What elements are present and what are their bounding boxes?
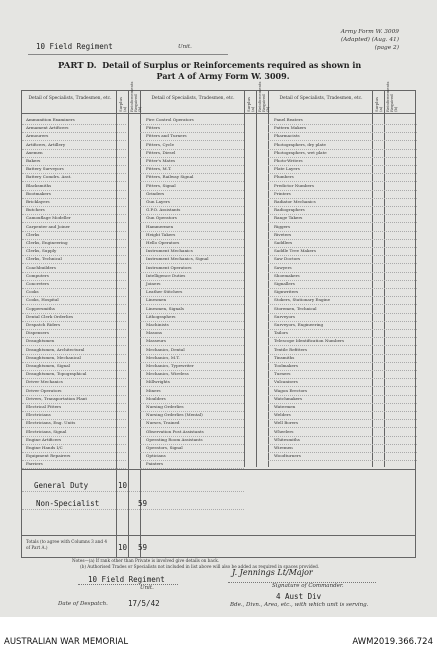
note-a: Notes—(a) If rank other than Private is involved give details on back. xyxy=(72,558,220,563)
row-rule xyxy=(268,329,417,330)
table-row-col3: Textile Refitters xyxy=(274,346,308,352)
table-row-col2: Gun Operators xyxy=(146,215,177,221)
table-row-col1: Engine Hands I/C xyxy=(26,445,63,450)
table-row-col3: Watchmakers xyxy=(274,395,303,401)
col-divider xyxy=(116,91,117,557)
archive-reference: AWM2019.366.724 xyxy=(352,637,433,647)
surplus-header-1: Surplus (a) xyxy=(118,97,127,112)
table-row-col3: Tailors xyxy=(274,330,288,336)
specialists-table xyxy=(21,81,416,558)
table-row-col3: Printers xyxy=(274,190,291,196)
table-row-col3: Saddlers xyxy=(274,240,293,245)
table-row-col2: Fitters, M.T. xyxy=(146,166,172,172)
table-row-col2: Fitters, Diesel xyxy=(146,149,176,155)
form-reference xyxy=(341,28,399,52)
table-row-col3: Riveters xyxy=(274,231,292,237)
table-row-col2: Linesmen xyxy=(146,297,167,303)
table-row-col1: Drivers, Transportation Plant xyxy=(26,395,88,401)
col-divider xyxy=(256,91,257,467)
despatch-date: 17/5/42 xyxy=(128,599,160,608)
table-row-col3: Pattern Makers xyxy=(274,125,307,131)
totals-surplus: 10 xyxy=(118,543,128,552)
table-row-col1: Electricians xyxy=(26,412,51,418)
table-row-col3: Shoemakers xyxy=(274,272,300,278)
table-row-col3: Radiographers xyxy=(274,207,305,213)
table-row-col1: Clerks, Engineering xyxy=(26,240,68,245)
table-row-col2: Fitters xyxy=(146,125,160,131)
title-line2: Part A of Army Form W. 3009. xyxy=(156,71,290,81)
table-row-col2: Machinists xyxy=(146,322,169,327)
footer-unit-label: Unit. xyxy=(140,585,154,591)
table-row-col1: Bakers xyxy=(26,158,41,163)
footer-unit-value: 10 Field Regiment xyxy=(88,575,165,584)
row-rule xyxy=(22,491,244,492)
form-ref-line1: Army Form W. 3009 xyxy=(340,29,399,35)
table-row-col2: Mechanics, M.T. xyxy=(146,354,180,360)
table-row-col3: Photographers, wet plate xyxy=(274,149,327,155)
signature-label: Signature of Commander. xyxy=(272,583,344,589)
table-row-col3: Sawyers xyxy=(274,264,292,270)
table-row-col3: Surveyors xyxy=(274,313,295,319)
table-row-col1: Bootmakers xyxy=(26,190,51,196)
table-row-col3: Tinsmiths xyxy=(274,354,295,360)
table-row-col3: Photo-Writers xyxy=(274,158,303,163)
table-row-col2: Fitters, Signal xyxy=(146,182,176,188)
table-row-col3: Plate Layers xyxy=(274,166,300,172)
table-row-col1: Carpenter and Joiner xyxy=(26,223,70,229)
table-row-col3: Telescope Identification Numbers xyxy=(274,338,345,344)
form-ref-line2: (Adapted) (Aug. 41) xyxy=(340,37,399,43)
table-row-col2: Operators, Signal xyxy=(146,445,183,450)
unit-value: 10 Field Regiment xyxy=(36,42,113,51)
form-ref-line3: (page 2) xyxy=(374,45,399,51)
table-row-col3: Watermen xyxy=(274,404,296,409)
table-row-col3: Saddle Tree Makers xyxy=(274,248,316,254)
commander-signature: J. Jennings Lt/Major xyxy=(232,568,313,577)
table-row-col1: Draughtsmen, Architectural xyxy=(26,346,85,352)
table-row-col1: Clerks, Technical xyxy=(26,256,62,262)
table-row-col1: Draughtsmen, Mechanical xyxy=(26,354,81,360)
col-divider xyxy=(140,91,141,557)
header-rule xyxy=(22,113,415,114)
table-row-col1: Bricklayers xyxy=(26,199,50,204)
table-row-col2: Painters xyxy=(146,461,164,467)
table-row-col1: Camouflage Modeller xyxy=(26,215,71,221)
division-value: 4 Aust Div xyxy=(276,592,322,601)
table-row-col1: Driver Mechanics xyxy=(26,379,63,385)
reinf-header-3: Reinforcements Required (b) xyxy=(385,81,398,112)
table-row-col2: Masseurs xyxy=(146,338,166,344)
form-title xyxy=(58,60,388,81)
table-row-col3: Signwriters xyxy=(274,289,299,295)
table-row-col2: Millwrights xyxy=(146,379,170,385)
table-row-col1: Battery Surveyors xyxy=(26,166,64,172)
table-row-col1: Coppersmiths xyxy=(26,305,55,311)
table-row-col2: Miners xyxy=(146,387,161,393)
table-row-col1: Draughtsmen, Topographical xyxy=(26,371,87,377)
row-rule xyxy=(22,468,126,469)
archive-caption: AUSTRALIAN WAR MEMORIAL xyxy=(4,637,129,647)
non-specialist-label: Non-Specialist xyxy=(36,499,100,508)
surplus-header-2: Surplus (a) xyxy=(246,97,255,112)
bde-label: Bde., Divn., Area, etc., with which unit is serving. xyxy=(230,602,369,608)
table-row-col3: Welders xyxy=(274,412,291,418)
table-row-col1: Draughtsmen, Signal xyxy=(26,363,70,368)
col2-header: Detail of Specialists, Tradesmen, etc. xyxy=(151,96,235,101)
surplus-header-3: Surplus (a) xyxy=(374,97,383,112)
part-label: PART D. xyxy=(58,61,97,71)
general-duty-surplus: 10 xyxy=(118,481,128,490)
totals-label: Totals (to agree with Columns 3 and 4 of Part A.) xyxy=(26,539,108,550)
table-row-col2: Fitters, Cycle xyxy=(146,141,174,147)
table-row-col3: Predictor Numbers xyxy=(274,182,314,188)
table-row-col3: Vulcanisers xyxy=(274,379,298,385)
table-row-col3: Pharmacists xyxy=(274,133,300,139)
col-divider xyxy=(128,91,129,557)
table-row-col1: Despatch Riders xyxy=(26,322,61,327)
table-row-col1: Clerks xyxy=(26,231,40,237)
table-row-col1: Driver Operators xyxy=(26,387,62,393)
table-row-col1: Electrical Fitters xyxy=(26,404,62,409)
table-row-col2: Mechanics, Wireless xyxy=(146,371,189,377)
table-row-col2: Leather Stitchers xyxy=(146,289,183,295)
table-row-col1: Electricians, Eng. Units xyxy=(26,420,76,426)
table-row-col2: Instrument Mechanics xyxy=(146,248,193,254)
table-row-col3: Whitesmiths xyxy=(274,436,300,442)
table-row-col2: Nursing Orderlies (Mental) xyxy=(146,412,203,418)
table-row-col2: Masons xyxy=(146,330,162,336)
table-row-col3: Wiremen xyxy=(274,445,293,450)
row-rule xyxy=(140,468,244,469)
table-row-col3: Stokers, Stationary Engine xyxy=(274,297,331,303)
despatch-label: Date of Despatch. xyxy=(58,601,108,607)
table-row-col2: Moulders xyxy=(146,395,166,401)
table-row-col3: Saw Doctors xyxy=(274,256,301,262)
table-row-col3: Storemen, Technical xyxy=(274,305,317,311)
table-row-col2: G.P.O. Assistants xyxy=(146,207,181,213)
table-row-col2: Gun Layers xyxy=(146,199,170,204)
table-row-col1: Equipment Repairers xyxy=(26,453,71,459)
table-row-col3: Radiator Mechanics xyxy=(274,199,316,204)
table-row-col2: Hello Operators xyxy=(146,240,180,245)
table-row-col2: Nurses, Trained xyxy=(146,420,180,426)
table-row-col1: Axemen xyxy=(26,149,43,155)
table-row-col3: Well Borers xyxy=(274,420,299,426)
table-row-col2: Mechanics, Typewriter xyxy=(146,363,194,368)
table-row-col1: Computers xyxy=(26,272,49,278)
table-row-col3: Toolmakers xyxy=(274,363,298,368)
row-rule xyxy=(268,460,417,461)
table-row-col2: Opticians xyxy=(146,453,166,459)
table-row-col3: Photographers, dry plate xyxy=(274,141,326,147)
row-rule xyxy=(22,509,244,510)
footer-unit-rule xyxy=(78,584,178,585)
table-row-col1: Battery Comdrs. Asst. xyxy=(26,174,72,180)
totals-reinf: 59 xyxy=(138,543,148,552)
table-row-col2: Joiners xyxy=(146,281,161,286)
note-b: (b) Authorised Trades or Specialists not included in list above will also be added as required in spaces provided. xyxy=(80,564,320,569)
table-row-col1: Cooks xyxy=(26,289,39,295)
table-row-col1: Dispensers xyxy=(26,330,49,336)
reinf-header-2: Reinforcements Required (b) xyxy=(257,81,270,112)
table-row-col1: Artificers, Artillery xyxy=(26,141,66,147)
table-row-col2: Instrument Operators xyxy=(146,264,192,270)
table-row-col1: Cooks, Hospital xyxy=(26,297,59,303)
general-duty-label: General Duty xyxy=(34,481,89,490)
table-row-col2: Fitters and Turners xyxy=(146,133,187,139)
col3-header: Detail of Specialists, Tradesmen, etc. xyxy=(279,96,363,101)
table-row-col1: Concreters xyxy=(26,281,50,286)
table-row-col2: Fire Control Operators xyxy=(146,117,194,122)
table-row-col1: Dental Clerk Orderlies xyxy=(26,313,74,319)
table-row-col1: Coachbuilders xyxy=(26,264,56,270)
table-row-col3: Plumbers xyxy=(274,174,294,180)
table-row-col2: Mechanics, Dental xyxy=(146,346,185,352)
table-row-col1: Engine Artificers xyxy=(26,436,62,442)
table-row-col3: Panel Beaters xyxy=(274,117,303,122)
table-row-col2: Intelligence Duties xyxy=(146,272,186,278)
table-row-col3: Signallers xyxy=(274,281,295,286)
table-row-col1: Armament Artificers xyxy=(26,125,69,131)
table-row-col3: Woodturners xyxy=(274,453,301,459)
table-row-col1: Butchers xyxy=(26,207,45,213)
table-row-col3: Turners xyxy=(274,371,291,377)
table-row-col2: Nursing Orderlies xyxy=(146,404,184,409)
table-row-col1: Farriers xyxy=(26,461,43,467)
table-row-col2: Observation Post Assistants xyxy=(146,428,204,434)
unit-label: Unit. xyxy=(178,44,192,50)
col-divider xyxy=(244,91,245,467)
table-row-col3: Riggers xyxy=(274,223,291,229)
reinf-header-1: Reinforcements Required (b) xyxy=(129,81,142,112)
table-row-col1: Draughtsmen xyxy=(26,338,55,344)
table-row-col2: Instrument Mechanics, Signal xyxy=(146,256,209,262)
col1-header: Detail of Specialists, Tradesmen, etc. xyxy=(28,96,112,101)
table-row-col2: Hammermen xyxy=(146,223,174,229)
table-row-col2: Fitters, Railway Signal xyxy=(146,174,194,180)
table-row-col1: Electricians, Signal xyxy=(26,428,67,434)
table-row-col1: Clerks, Supply xyxy=(26,248,57,254)
title-line1: Detail of Surplus or Reinforcements required as shown in xyxy=(102,60,362,70)
table-row-col2: Grinders xyxy=(146,190,165,196)
table-row-col1: Armourers xyxy=(26,133,49,139)
table-row-col2: Fitter's Mates xyxy=(146,158,176,163)
table-row-col3: Wheelers xyxy=(274,428,294,434)
non-specialist-reinf: 59 xyxy=(138,499,148,508)
row-rule xyxy=(268,222,417,223)
totals-rule xyxy=(22,535,415,536)
table-row-col1: Blacksmiths xyxy=(26,182,52,188)
table-row-col2: Operating Room Assistants xyxy=(146,436,203,442)
table-row-col1: Ammunition Examiners xyxy=(26,117,75,122)
table-row-col2: Height Takers xyxy=(146,231,176,237)
table-row-col2: Lithographers xyxy=(146,313,176,319)
table-row-col3: Surveyors, Engineering xyxy=(274,322,324,327)
table-row-col3: Wagon Erectors xyxy=(274,387,308,393)
table-row-col3: Range Takers xyxy=(274,215,303,221)
table-row-col2: Linesmen, Signals xyxy=(146,305,184,311)
